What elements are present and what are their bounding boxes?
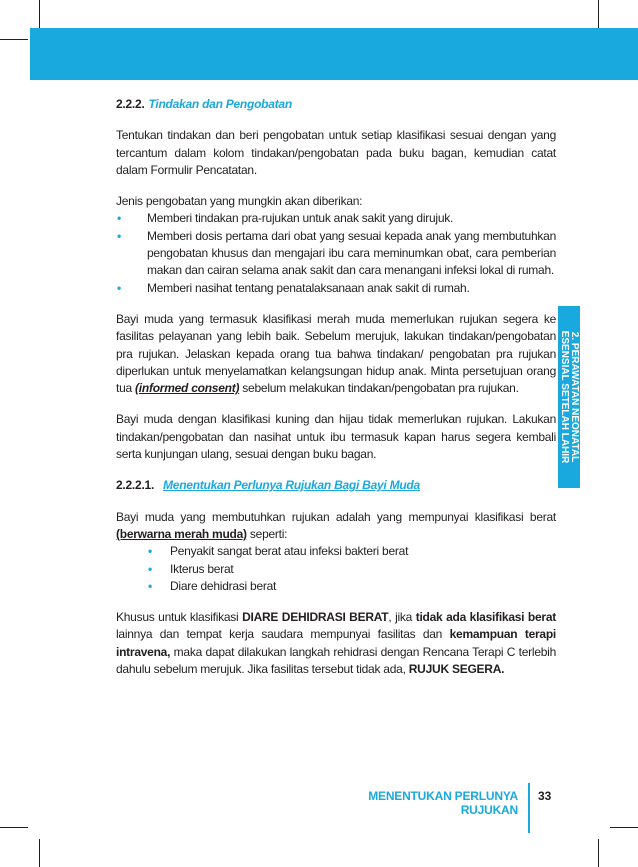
crop-mark bbox=[39, 0, 40, 28]
no-severe-classification-term: tidak ada klasifikasi berat bbox=[415, 610, 556, 625]
page-number: 33 bbox=[538, 789, 552, 803]
bullet-icon: • bbox=[148, 578, 152, 593]
crop-mark bbox=[39, 839, 40, 867]
iv-therapy-term: kemampuan terapi intravena, bbox=[116, 627, 557, 659]
bullet-icon: • bbox=[148, 544, 152, 559]
bullet-icon: • bbox=[117, 211, 121, 226]
subsection-title: Menentukan Perlunya Rujukan Bagi Bayi Muda bbox=[163, 478, 420, 493]
footer-divider bbox=[528, 783, 530, 833]
yellow-green-paragraph: Bayi muda dengan klasifikasi kuning dan hijau tidak memerlukan rujukan. Lakukan tindakan/pengobatan dan nasihat untuk ibu termasuk kapan harus segera kembali serta kunjungan ulang, sesuai dengan buku bagan. bbox=[116, 412, 556, 462]
refer-immediately-term: RUJUK SEGERA. bbox=[408, 662, 505, 677]
treatment-list bbox=[116, 210, 556, 296]
chapter-side-tab-line1: 2. PERAWATAN NEONATAL bbox=[569, 331, 580, 463]
section-intro-paragraph: Tentukan tindakan dan beri pengobatan untuk setiap klasifikasi sesuai dengan yang tercantum dalam kolom tindakan/pengobatan pada buku bagan, kemudian catat dalam Formulir Pencatatan. bbox=[116, 128, 556, 177]
crop-mark bbox=[598, 0, 599, 28]
severe-classification-list bbox=[116, 543, 556, 595]
treatment-list-intro: Jenis pengobatan yang mungkin akan diberikan: bbox=[116, 194, 363, 209]
bullet-icon: • bbox=[117, 280, 121, 295]
bullet-icon: • bbox=[117, 228, 121, 243]
header-banner bbox=[30, 28, 638, 80]
red-classification-paragraph: Bayi muda yang termasuk klasifikasi merah muda memerlukan rujukan segera ke fasilitas pelayanan yang lebih baik. Sebelum merujuk, lakukan tindakan/pengobatan pra rujukan. Jelaskan kepada orang tua bahwa tindakan/ pengobatan pra rujukan diperlukan untuk menyelamatkan kelangsungan hidup anak. Minta persetujuan orang tua (informed consent) sebelum melakukan tindakan/pengobatan pra rujukan. bbox=[116, 311, 556, 396]
section-title: Tindakan dan Pengobatan bbox=[148, 97, 292, 111]
list-item: • Penyakit sangat berat atau infeksi bakteri berat bbox=[116, 543, 556, 560]
chapter-side-tab-label bbox=[559, 331, 579, 464]
list-item: • Memberi dosis pertama dari obat yang sesuai kepada anak yang membutuhkan pengobatan khusus dan mengajari ibu cara meminumkan obat, cara pemberian makan dan cairan selama anak sakit dan cara menangani infeksi lokal di rumah. bbox=[117, 228, 556, 278]
section-heading-2-2-2-1 bbox=[116, 477, 556, 494]
crop-mark bbox=[0, 827, 28, 828]
diarrhea-term: DIARE DEHIDRASI BERAT bbox=[242, 610, 389, 625]
crop-mark bbox=[598, 839, 599, 867]
chapter-side-tab-line2: ESENSIAL SETELAH LAHIR bbox=[559, 330, 570, 464]
pink-classification-note: (berwarna merah muda) bbox=[116, 526, 247, 541]
subsection-number: 2.2.2.1. bbox=[116, 478, 155, 493]
section-number: 2.2.2. bbox=[116, 97, 145, 111]
footer-chapter-title: MENENTUKAN PERLUNYA RUJUKAN bbox=[368, 789, 518, 817]
crop-mark bbox=[610, 827, 638, 828]
informed-consent-term: (informed consent) bbox=[135, 381, 240, 396]
diarrhea-dehydration-paragraph: Khusus untuk klasifikasi DIARE DEHIDRASI BERAT, jika tidak ada klasifikasi berat lainnya dan tempat kerja saudara mempunyai fasilitas dan kemampuan terapi intravena, maka dapat dilakukan langkah rehidrasi dengan Rencana Terapi C terlebih dahulu sebelum merujuk. Jika fasilitas tersebut tidak ada, RUJUK SEGERA. bbox=[116, 610, 557, 677]
list-item: • Memberi tindakan pra-rujukan untuk anak sakit yang dirujuk. bbox=[116, 210, 556, 227]
crop-mark bbox=[0, 39, 28, 40]
list-item: • Diare dehidrasi berat bbox=[116, 578, 556, 595]
list-item: • Ikterus berat bbox=[116, 561, 556, 578]
list-item: • Memberi nasihat tentang penatalaksanaan anak sakit di rumah. bbox=[116, 280, 556, 297]
bullet-icon: • bbox=[148, 561, 152, 576]
page-body bbox=[116, 96, 556, 678]
section-heading-2-2-2 bbox=[116, 96, 556, 113]
referral-intro-paragraph: Bayi muda yang membutuhkan rujukan adalah yang mempunyai klasifikasi berat (berwarna merah muda) seperti: bbox=[116, 509, 556, 541]
